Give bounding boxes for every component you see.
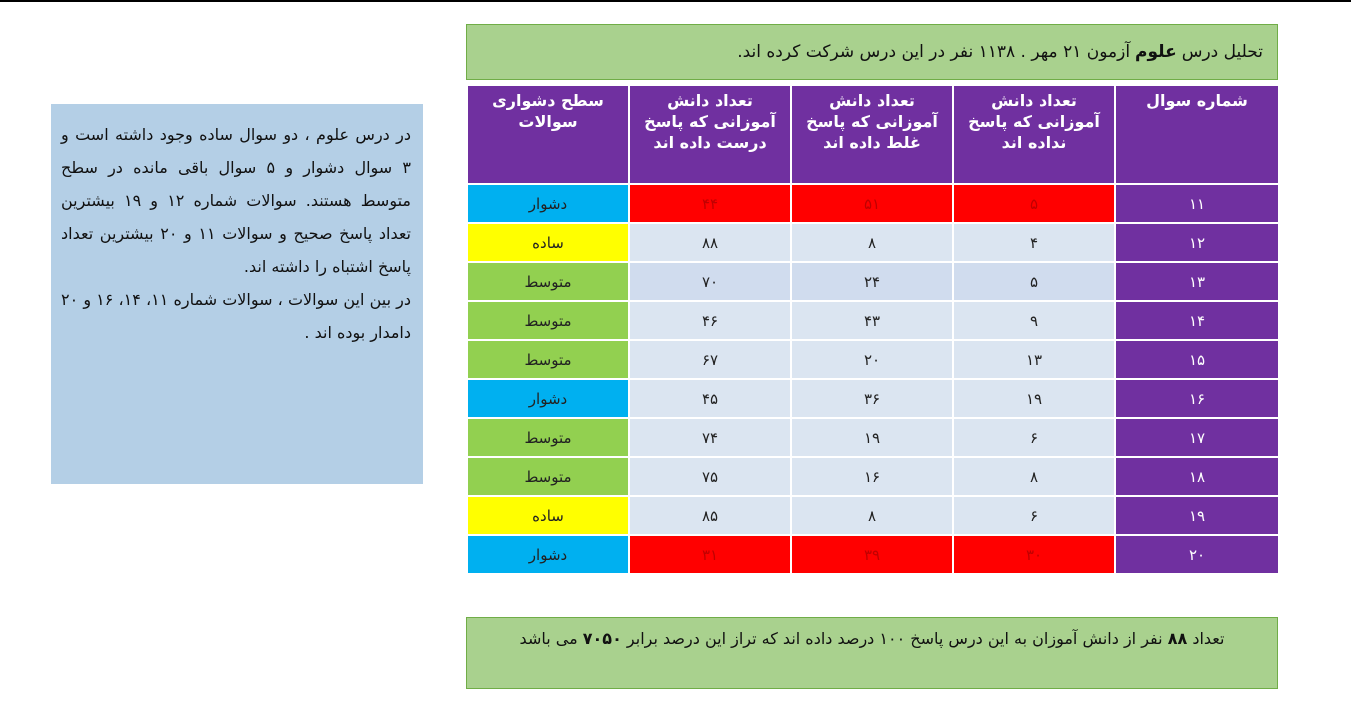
cell-difficulty: دشوار [467,184,629,223]
cell-question-number: ۱۳ [1115,262,1279,301]
cell-no-answer: ۶ [953,418,1115,457]
table-header-row [467,85,1279,184]
footer-prefix: تعداد [1192,629,1225,648]
cell-question-number: ۱۲ [1115,223,1279,262]
table-row [467,184,1279,223]
cell-right-answer: ۷۵ [629,457,791,496]
table-row [467,418,1279,457]
cell-no-answer: ۵ [953,262,1115,301]
header-right-answer: تعداد دانش آموزانی که پاسخ درست داده اند [629,85,791,184]
cell-question-number: ۱۵ [1115,340,1279,379]
cell-wrong-answer: ۸ [791,496,953,535]
cell-difficulty: متوسط [467,301,629,340]
cell-right-answer: ۴۴ [629,184,791,223]
cell-wrong-answer: ۱۶ [791,457,953,496]
perfect-score-note [466,617,1278,689]
table-row [467,340,1279,379]
cell-difficulty: دشوار [467,379,629,418]
footer-score: ۷۰۵۰ [582,629,622,648]
table-row [467,496,1279,535]
cell-difficulty: متوسط [467,340,629,379]
cell-difficulty: متوسط [467,418,629,457]
cell-right-answer: ۷۰ [629,262,791,301]
analysis-title [466,24,1278,80]
summary-paragraph: در بین این سوالات ، سوالات شماره ۱۱، ۱۴، ۱۶ و ۲۰ دامدار بوده اند . [61,290,412,342]
title-prefix: تحلیل درس [1181,42,1263,62]
cell-wrong-answer: ۴۳ [791,301,953,340]
top-border-line [0,0,1351,2]
cell-difficulty: متوسط [467,262,629,301]
cell-no-answer: ۹ [953,301,1115,340]
table-row [467,535,1279,574]
table-row [467,379,1279,418]
cell-wrong-answer: ۵۱ [791,184,953,223]
title-suffix: آزمون ۲۱ مهر . ۱۱۳۸ نفر در این درس شرکت کرده اند. [737,42,1131,62]
summary-paragraph: در درس علوم ، دو سوال ساده وجود داشته است و ۳ سوال دشوار و ۵ سوال باقی مانده در سطح متوسط هستند. سوالات شماره ۱۲ و ۱۹ بیشترین تعداد پاسخ صحیح و سوالات ۱۱ و ۲۰ بیشترین تعداد پاسخ اشتباه را داشته اند. [61,125,412,276]
table-row [467,301,1279,340]
analysis-summary-box [51,104,423,484]
footer-count: ۸۸ [1167,629,1188,648]
cell-wrong-answer: ۲۴ [791,262,953,301]
title-subject: علوم [1135,42,1177,62]
header-question-number: شماره سوال [1115,85,1279,184]
cell-difficulty: ساده [467,496,629,535]
footer-suffix: می باشد [519,629,578,648]
cell-wrong-answer: ۸ [791,223,953,262]
cell-no-answer: ۴ [953,223,1115,262]
cell-question-number: ۱۱ [1115,184,1279,223]
cell-question-number: ۱۶ [1115,379,1279,418]
cell-right-answer: ۳۱ [629,535,791,574]
cell-wrong-answer: ۳۶ [791,379,953,418]
cell-question-number: ۱۷ [1115,418,1279,457]
cell-no-answer: ۶ [953,496,1115,535]
footer-middle: نفر از دانش آموزان به این درس پاسخ ۱۰۰ درصد داده اند که تراز این درصد برابر [626,629,1163,648]
cell-right-answer: ۶۷ [629,340,791,379]
cell-wrong-answer: ۳۹ [791,535,953,574]
cell-question-number: ۱۹ [1115,496,1279,535]
cell-right-answer: ۸۸ [629,223,791,262]
header-no-answer: تعداد دانش آموزانی که پاسخ نداده اند [953,85,1115,184]
cell-difficulty: متوسط [467,457,629,496]
cell-wrong-answer: ۲۰ [791,340,953,379]
cell-right-answer: ۷۴ [629,418,791,457]
cell-right-answer: ۴۶ [629,301,791,340]
cell-no-answer: ۵ [953,184,1115,223]
header-difficulty: سطح دشواری سوالات [467,85,629,184]
header-wrong-answer: تعداد دانش آموزانی که پاسخ غلط داده اند [791,85,953,184]
cell-difficulty: ساده [467,223,629,262]
results-table [466,84,1280,575]
cell-no-answer: ۱۳ [953,340,1115,379]
cell-right-answer: ۸۵ [629,496,791,535]
cell-difficulty: دشوار [467,535,629,574]
table-row [467,457,1279,496]
cell-wrong-answer: ۱۹ [791,418,953,457]
cell-no-answer: ۱۹ [953,379,1115,418]
table-row [467,262,1279,301]
cell-no-answer: ۳۰ [953,535,1115,574]
cell-question-number: ۱۴ [1115,301,1279,340]
cell-no-answer: ۸ [953,457,1115,496]
table-row [467,223,1279,262]
cell-right-answer: ۴۵ [629,379,791,418]
cell-question-number: ۱۸ [1115,457,1279,496]
table-body [467,184,1279,574]
cell-question-number: ۲۰ [1115,535,1279,574]
